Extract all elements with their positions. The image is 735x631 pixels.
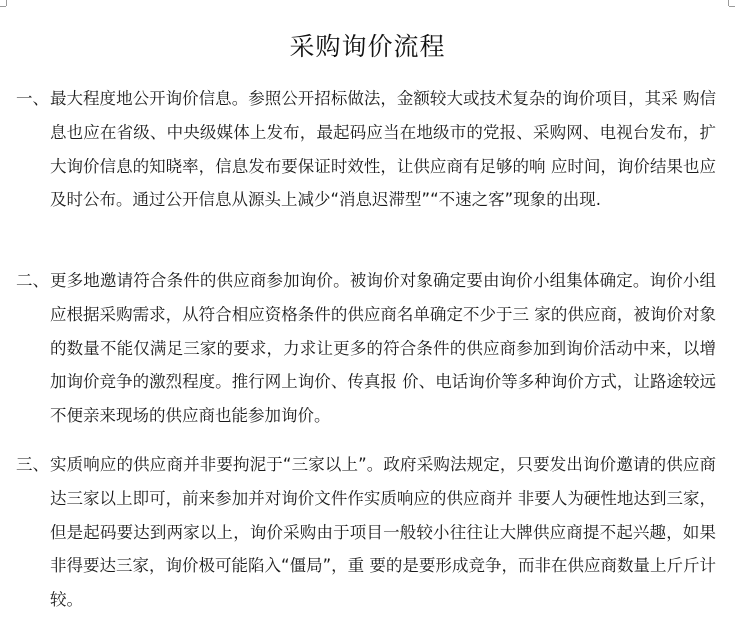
paragraph-2	[16, 264, 716, 433]
crop-mark-top-right-vertical	[728, 0, 729, 6]
paragraph-2-text: 更多地邀请符合条件的供应商参加询价。被询价对象确定要由询价小组集体确定。询价小组应根据采购需求，从符合相应资格条件的供应商名单确定不少于三 家的供应商，被询价对象的数量不能仅满足三家的要求，力求让更多的符合条件的供应商参加到询价活动中来，以增加询价竞争的激烈程度。推行网上询价、传真报 价、电话询价等多种询价方式，让路途较远不便亲来现场的供应商也能参加询价。	[50, 271, 716, 426]
paragraph-3-text: 实质响应的供应商并非要拘泥于“三家以上”。政府采购法规定，只要发出询价邀请的供应商达三家以上即可，前来参加并对询价文件作实质响应的供应商并 非要人为硬性地达到三家，但是起码要达到两家以上，询价采购由于项目一般较小往往让大牌供应商提不起兴趣，如果非得要达三家，询价极可能陷入“僵局”，重 要的是要形成竞争，而非在供应商数量上斤斤计较。	[50, 455, 716, 610]
crop-mark-top-left-vertical	[6, 0, 7, 6]
crop-mark-top-right	[729, 6, 735, 7]
paragraph-1-number: 一、	[16, 89, 49, 108]
crop-mark-top-left	[0, 6, 6, 7]
paragraph-3	[16, 448, 716, 617]
paragraph-1	[16, 82, 716, 217]
paragraph-1-text: 最大程度地公开询价信息。参照公开招标做法，金额较大或技术复杂的询价项目，其采 购信息也应在省级、中央级媒体上发布，最起码应当在地级市的党报、采购网、电视台发布，扩大询价信息的知晓率，信息发布要保证时效性，让供应商有足够的响 应时间，询价结果也应及时公布。通过公开信息从源头上减少“消息迟滞型”“不速之客”现象的出现.	[50, 89, 716, 210]
paragraph-2-number: 二、	[16, 271, 49, 290]
document-title: 采购询价流程	[289, 31, 446, 61]
paragraph-3-number: 三、	[16, 455, 49, 474]
